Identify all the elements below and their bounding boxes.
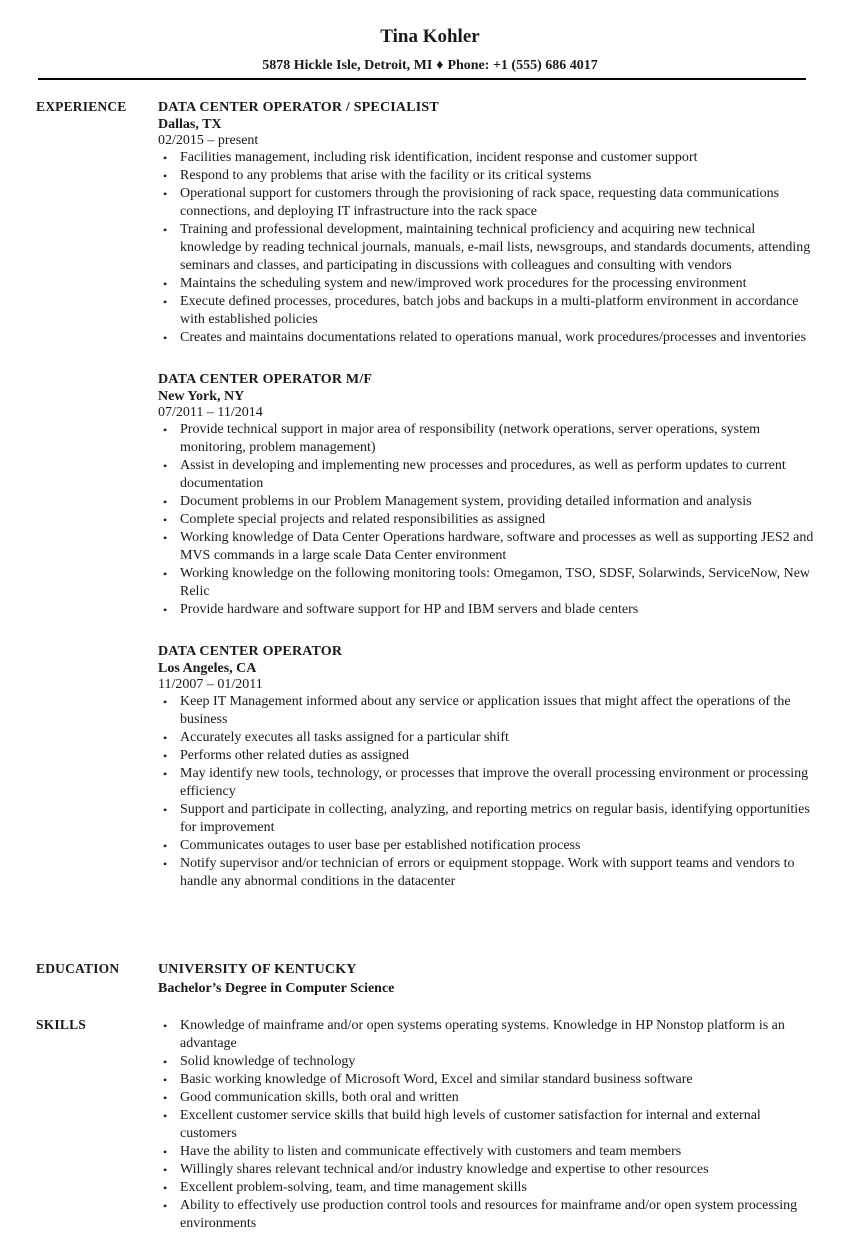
bullet-icon: • — [163, 749, 168, 763]
list-item: • Notify supervisor and/or technician of errors or equipment stoppage. Work with support teams and vendors to handle any abnormal conditions in the datacenter — [163, 856, 795, 889]
section-label-education: EDUCATION — [36, 961, 120, 976]
bullet-icon: • — [163, 767, 168, 781]
job-dates: 02/2015 – present — [158, 133, 259, 148]
job-dates: 07/2011 – 11/2014 — [158, 405, 263, 420]
list-item: • Support and participate in collecting, analyzing, and reporting metrics on regular basis, identifying opportunities for improvement — [163, 802, 810, 835]
skills-content — [158, 1017, 818, 1233]
bullet-icon: • — [163, 423, 168, 437]
diamond-separator-icon: ♦ — [436, 58, 444, 73]
job-title: DATA CENTER OPERATOR / SPECIALIST — [158, 100, 439, 115]
bullet-icon: • — [163, 531, 168, 545]
list-item: • Provide technical support in major area of responsibility (network operations, server operations, system monitoring, problem management) — [163, 422, 761, 455]
job-location: Los Angeles, CA — [158, 661, 257, 676]
skills-bullets — [158, 1017, 818, 1233]
bullet-icon: • — [163, 857, 168, 871]
list-item: • Have the ability to listen and communicate effectively with customers and team members — [163, 1144, 682, 1159]
bullet-icon: • — [163, 839, 168, 853]
list-item: • Provide hardware and software support for HP and IBM servers and blade centers — [163, 602, 639, 617]
list-item: • May identify new tools, technology, or processes that improve the overall processing environment or processing efficiency — [163, 766, 809, 799]
bullet-icon: • — [163, 603, 168, 617]
job-location: Dallas, TX — [158, 117, 222, 132]
list-item: • Performs other related duties as assigned — [163, 748, 409, 763]
list-item: • Creates and maintains documentations related to operations manual, work procedures/processes and inventories — [163, 330, 806, 345]
list-item: • Knowledge of mainframe and/or open systems operating systems. Knowledge in HP Nonstop platform is an advantage — [163, 1018, 785, 1051]
phone: Phone: +1 (555) 686 4017 — [447, 58, 598, 73]
bullet-icon: • — [163, 1109, 168, 1123]
bullet-icon: • — [163, 803, 168, 817]
bullet-icon: • — [163, 1073, 168, 1087]
bullet-icon: • — [163, 695, 168, 709]
job-location: New York, NY — [158, 389, 245, 404]
bullet-icon: • — [163, 513, 168, 527]
list-item: • Solid knowledge of technology — [163, 1054, 356, 1069]
bullet-icon: • — [163, 1019, 168, 1033]
job-entry — [158, 99, 818, 347]
experience-content — [158, 99, 818, 915]
bullet-icon: • — [163, 1091, 168, 1105]
list-item: • Training and professional development, maintaining technical proficiency and acquiring new technical knowledge by reading technical journals, manuals, e-mail lists, newsgroups, and standards documents, attending seminars and classes, and participating in discussions with colleagues and consulting with vendors — [163, 222, 811, 273]
list-item: • Document problems in our Problem Management system, providing detailed information and analysis — [163, 494, 752, 509]
list-item: • Facilities management, including risk identification, incident response and customer support — [163, 150, 698, 165]
education-content — [158, 961, 818, 999]
bullet-icon: • — [163, 187, 168, 201]
list-item: • Excellent problem-solving, team, and time management skills — [163, 1180, 527, 1195]
bullet-icon: • — [163, 1055, 168, 1069]
contact-line — [0, 58, 860, 74]
list-item: • Accurately executes all tasks assigned for a particular shift — [163, 730, 509, 745]
job-bullets — [158, 693, 818, 891]
job-bullets — [158, 421, 818, 619]
bullet-icon: • — [163, 1145, 168, 1159]
bullet-icon: • — [163, 223, 168, 237]
bullet-icon: • — [163, 1199, 168, 1213]
section-label-experience: EXPERIENCE — [36, 99, 127, 114]
list-item: • Communicates outages to user base per established notification process — [163, 838, 581, 853]
list-item: • Willingly shares relevant technical and/or industry knowledge and expertise to other resources — [163, 1162, 709, 1177]
list-item: • Operational support for customers through the provisioning of rack space, requesting data communications connections, and deploying IT infrastructure into the rack space — [163, 186, 780, 219]
header-divider — [38, 78, 806, 80]
bullet-icon: • — [163, 495, 168, 509]
list-item: • Complete special projects and related responsibilities as assigned — [163, 512, 546, 527]
list-item: • Assist in developing and implementing new processes and procedures, as well as perform updates to current documentation — [163, 458, 786, 491]
job-bullets — [158, 149, 818, 347]
bullet-icon: • — [163, 731, 168, 745]
bullet-icon: • — [163, 295, 168, 309]
list-item: • Ability to effectively use production control tools and resources for mainframe and/or open system processing environments — [163, 1198, 798, 1231]
job-entry — [158, 371, 818, 619]
list-item: • Good communication skills, both oral and written — [163, 1090, 459, 1105]
bullet-icon: • — [163, 277, 168, 291]
job-dates: 11/2007 – 01/2011 — [158, 677, 263, 692]
job-title: DATA CENTER OPERATOR M/F — [158, 372, 373, 387]
bullet-icon: • — [163, 169, 168, 183]
list-item: • Working knowledge of Data Center Operations hardware, software and processes as well as supporting JES2 and MVS commands in a large scale Data Center environment — [163, 530, 814, 563]
address: 5878 Hickle Isle, Detroit, MI — [262, 58, 433, 73]
list-item: • Maintains the scheduling system and new/improved work procedures for the processing environment — [163, 276, 747, 291]
degree: Bachelor’s Degree in Computer Science — [158, 981, 395, 996]
bullet-icon: • — [163, 567, 168, 581]
candidate-name: Tina Kohler — [380, 26, 480, 47]
list-item: • Working knowledge on the following monitoring tools: Omegamon, TSO, SDSF, Solarwinds, ServiceNow, New Relic — [163, 566, 811, 599]
school-name: UNIVERSITY OF KENTUCKY — [158, 962, 357, 977]
bullet-icon: • — [163, 1163, 168, 1177]
list-item: • Keep IT Management informed about any service or application issues that might affect the operations of the business — [163, 694, 791, 727]
list-item: • Basic working knowledge of Microsoft Word, Excel and similar standard business software — [163, 1072, 693, 1087]
bullet-icon: • — [163, 1181, 168, 1195]
bullet-icon: • — [163, 459, 168, 473]
list-item: • Execute defined processes, procedures, batch jobs and backups in a multi-platform environment in accordance with established policies — [163, 294, 799, 327]
list-item: • Excellent customer service skills that build high levels of customer satisfaction for internal and external customers — [163, 1108, 761, 1141]
section-label-skills: SKILLS — [36, 1017, 86, 1032]
job-entry — [158, 643, 818, 891]
bullet-icon: • — [163, 151, 168, 165]
job-title: DATA CENTER OPERATOR — [158, 644, 343, 659]
list-item: • Respond to any problems that arise with the facility or its critical systems — [163, 168, 592, 183]
bullet-icon: • — [163, 331, 168, 345]
